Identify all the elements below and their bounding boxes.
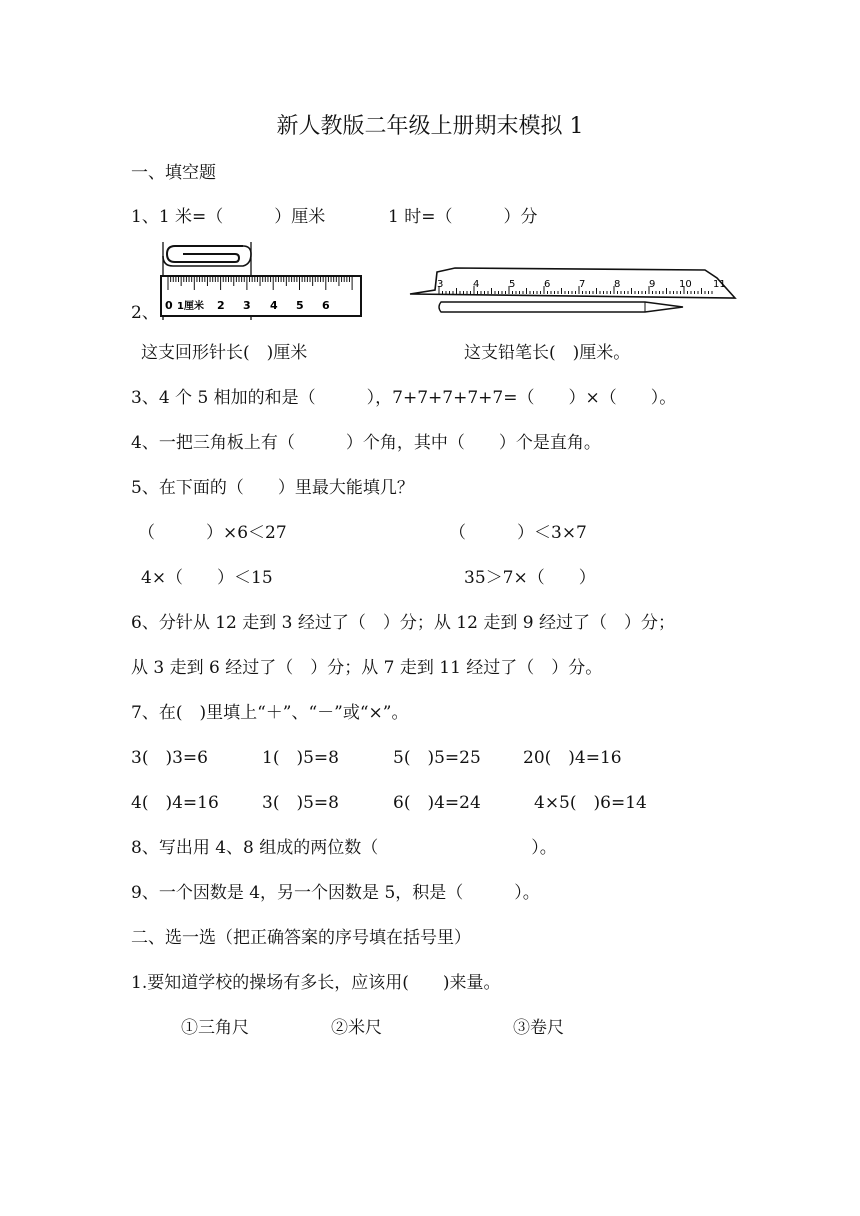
q9-text: 9、一个因数是 4，另一个因数是 5，积是（ ）。 (131, 883, 540, 903)
ruler-a-tick-label: 5 (296, 299, 304, 312)
q2-caption-paperclip: 这支回形针长( )厘米 (141, 343, 308, 363)
ruler-a-tick-label: 4 (270, 299, 278, 312)
c1-stem: 1.要知道学校的操场有多长，应该用( )来量。 (131, 973, 501, 993)
q7-item: 1( )5=8 (262, 748, 339, 768)
c1-option: ①三角尺 (181, 1018, 249, 1038)
q1-hour-to-minutes: 1 时=（ ）分 (388, 207, 538, 227)
ruler-b-tick-label: 9 (649, 279, 656, 290)
q6-line2: 从 3 走到 6 经过了（ ）分；从 7 走到 11 经过了（ ）分。 (131, 658, 603, 678)
ruler-b-tick-label: 10 (679, 279, 692, 290)
ruler-b-tick-label: 6 (544, 279, 551, 290)
q7-stem: 7、在( )里填上“＋”、“－”或“×”。 (131, 703, 409, 723)
ruler-a-tick-label: 2 (217, 299, 225, 312)
q5-item-a: （ ）×6＜27 (138, 523, 287, 543)
pencil-ruler-figure (405, 260, 750, 322)
q1-meter-to-cm: 1、1 米=（ ）厘米 (131, 207, 326, 227)
ruler-a-tick-label: 0 (165, 299, 173, 312)
ruler-a-tick-label: 6 (322, 299, 330, 312)
ruler-b-tick-label: 11 (713, 279, 726, 290)
ruler-b-tick-label: 8 (614, 279, 621, 290)
page-title: 新人教版二年级上册期末模拟 1 (276, 114, 584, 139)
ruler-b-tick-label: 4 (473, 279, 480, 290)
q7-item: 3( )5=8 (262, 793, 339, 813)
q8-text: 8、写出用 4、8 组成的两位数（ ）。 (131, 838, 557, 858)
q5-item-d: 35＞7×（ ） (464, 568, 596, 588)
q2-caption-pencil: 这支铅笔长( )厘米。 (464, 343, 631, 363)
ruler-a-tick-label: 3 (243, 299, 251, 312)
ruler-a-tick-label: 1厘米 (177, 301, 204, 312)
c1-option: ③卷尺 (513, 1018, 564, 1038)
q7-item: 5( )5=25 (393, 748, 481, 768)
q7-item: 3( )3=6 (131, 748, 208, 768)
q2-number: 2、 (131, 303, 159, 323)
q7-item: 20( )4=16 (523, 748, 622, 768)
ruler-b-tick-label: 7 (579, 279, 586, 290)
ruler-b-tick-label: 5 (509, 279, 516, 290)
ruler-b-tick-label: 3 (437, 279, 444, 290)
q5-stem: 5、在下面的（ ）里最大能填几？ (131, 478, 414, 498)
q5-item-b: （ ）＜3×7 (449, 523, 587, 543)
section-fill-blank-heading: 一、填空题 (131, 163, 216, 183)
c1-option: ②米尺 (331, 1018, 382, 1038)
section-choose-heading: 二、选一选（把正确答案的序号填在括号里） (131, 928, 471, 948)
q7-item: 4( )4=16 (131, 793, 219, 813)
q7-item: 6( )4=24 (393, 793, 481, 813)
q3-text: 3、4 个 5 相加的和是（ ），7+7+7+7+7=（ ）×（ ）。 (131, 388, 677, 408)
q7-item: 4×5( )6=14 (534, 793, 647, 813)
q6-line1: 6、分针从 12 走到 3 经过了（ ）分；从 12 走到 9 经过了（ ）分； (131, 613, 675, 633)
paperclip-ruler-figure (155, 242, 370, 320)
q5-item-c: 4×（ ）＜15 (141, 568, 273, 588)
q4-text: 4、一把三角板上有（ ）个角，其中（ ）个是直角。 (131, 433, 601, 453)
